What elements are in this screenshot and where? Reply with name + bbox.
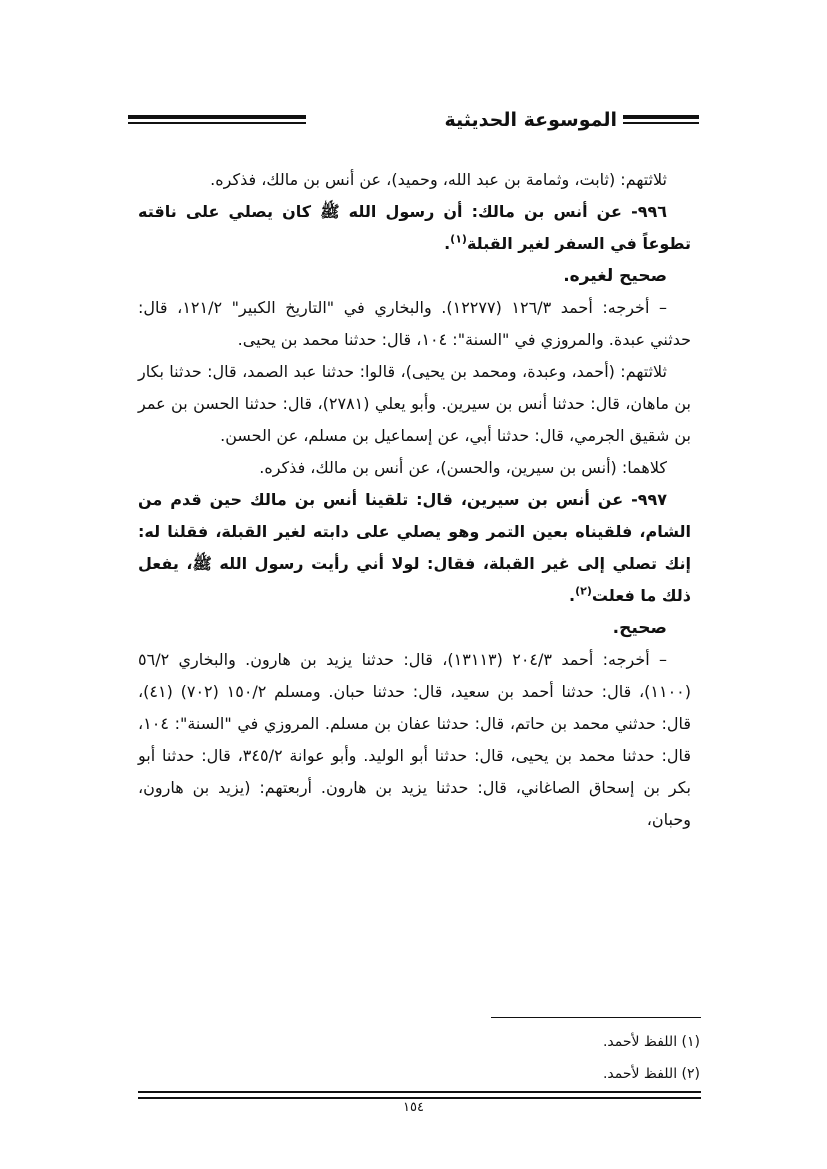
hadith-996 — [138, 196, 691, 260]
paragraph: كلاهما: (أنس بن سيرين، والحسن)، عن أنس بن مالك، فذكره. — [259, 458, 667, 477]
paragraph: – أخرجه: أحمد ٢٠٤/٣ (١٣١١٣)، قال: حدثنا يزيد بن هارون. والبخاري ٥٦/٢ (١١٠٠)، قال: حدثنا أحمد بن سعيد، قال: حدثنا حبان. ومسلم ١٥٠/٢ (٧٠٢) (٤١)، قال: حدثني محمد بن حاتم، قال: حدثنا عفان بن مسلم. المروزي في "السنة": ١٠٤، قال: حدثنا محمد بن يحيى، قال: حدثنا أبو الوليد. وأبو عوانة ٣٤٥/٢، قال: حدثنا أبو بكر بن إسحاق الصاغاني، قال: حدثنا يزيد بن هارون. أربعتهم: (يزيد بن هارون، وحبان، — [138, 650, 692, 829]
header-rule-right — [623, 115, 699, 124]
hadith-end: . — [568, 586, 576, 605]
footer-rule — [138, 1091, 701, 1099]
page-body — [138, 164, 691, 836]
footnote-1: (١) اللفظ لأحمد. — [602, 1034, 700, 1050]
book-title: الموسوعة الحديثية — [439, 104, 624, 136]
footnote-ref-1: (١) — [450, 232, 467, 246]
header-rule-left — [128, 115, 306, 124]
footnote-ref-2: (٢) — [575, 584, 592, 598]
grade-label: صحيح. — [612, 618, 667, 638]
hadith-text: ٩٩٦- عن أنس بن مالك: أن رسول الله ﷺ كان يصلي على ناقته تطوعاً في السفر لغير القبلة — [138, 202, 691, 253]
footnote-2: (٢) اللفظ لأحمد. — [602, 1066, 700, 1082]
footnote-divider — [491, 1017, 701, 1018]
grade-label: صحيح لغيره. — [563, 266, 667, 286]
hadith-text: ٩٩٧- عن أنس بن سيرين، قال: تلقينا أنس بن مالك حين قدم من الشام، فلقيناه بعين التمر وهو يصلي على دابته لغير القبلة، فقلنا له: إنك تصلي إلى غير القبلة، فقال: لولا أني رأيت رسول الله ﷺ، يفعل ذلك ما فعلت — [138, 490, 691, 605]
page-header — [128, 104, 699, 136]
paragraph: ثلاثتهم: (أحمد، وعبدة، ومحمد بن يحيى)، قالوا: حدثنا عبد الصمد، قال: حدثنا بكار بن ماهان، قال: حدثنا أنس بن سيرين. وأبو يعلي (٢٧٨١)، قال: حدثنا الحسن بن عمر بن شقيق الجرمي، قال: حدثنا أبي، عن إسماعيل بن مسلم، عن الحسن. — [138, 362, 691, 445]
hadith-997 — [138, 484, 691, 612]
footnotes — [400, 1026, 700, 1090]
paragraph: ثلاثتهم: (ثابت، وثمامة بن عبد الله، وحميد)، عن أنس بن مالك، فذكره. — [210, 170, 667, 189]
paragraph: – أخرجه: أحمد ١٢٦/٣ (١٢٢٧٧). والبخاري في "التاريخ الكبير" ١٢١/٢، قال: حدثني عبدة. والمروزي في "السنة": ١٠٤، قال: حدثنا محمد بن يحيى. — [138, 298, 691, 349]
hadith-end: . — [444, 234, 451, 253]
page-number: ١٥٤ — [403, 1100, 424, 1115]
